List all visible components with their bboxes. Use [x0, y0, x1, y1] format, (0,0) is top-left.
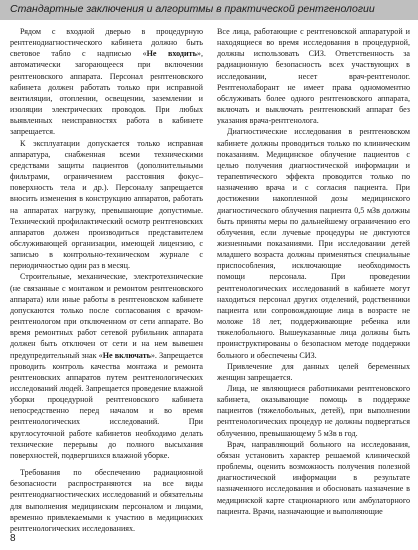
right-column	[217, 26, 410, 532]
paragraph: Диагностические исследования в рентгеновском кабинете должны проводиться только по клиническим показаниям. Медицинское облучение пациентов с целью получения диагностической информации и терапевтического эффекта проводится только по назначению врача и с согласия пациента. При достижении накопленной дозы медицинского диагностического облучения пациента 0,5 мЗв должны быть приняты меры по дальнейшему ограничению его облучения, если лучевые процедуры не диктуются жизненными показаниями. При исследовании детей младшего возраста должны применяться специальные приспособления, исключающие необходимость помощи персонала. При проведении рентгенологических исследований в кабинете могут находиться персонал других отделений, родственники пациента или сопровождающие лица в возрасте не моложе 18 лет, поддерживающие ребенка или тяжелобольного. Вышеуказанные лица должны быть проинструктированы о безопасном методе поддержки больного и обеспечены СИЗ.	[217, 127, 410, 360]
left-column	[10, 26, 203, 532]
paragraph: Строительные, механические, электротехнические (не связанные с монтажом и ремонтом рентгеновского аппарата) или иные работы в рентгеновском кабинете допускаются только после согласования с врачом-рентгенологом при отключенном от сети аппарате. Во время ремонтных работ сетевой рубильник аппарата должен быть отключен от сети и на нем вывешен предупредительный знак «Не включать». Запрещается проводить контроль качества монтажа и ремонта рентгеновских аппаратов путем рентгенологических исследований людей. Запрещается проведение влажной уборки процедурной рентгеновского кабинета непосредственно перед началом и во время рентгенологических исследований. При круглосуточной работе кабинетов необходимо делать технические перерывы до полного высыхания поверхностей, подвергшихся влажной уборке.	[10, 272, 203, 460]
paragraph: Лица, не являющиеся работниками рентгеновского кабинета, оказывающие помощь в поддержке пациентов (тяжелобольных, детей), при выполнении рентгенологических процедур не должны подвергаться облучению, превышающему 5 мЗв в год.	[217, 384, 410, 438]
paragraph: Врач, направляющий больного на исследования, обязан установить характер решаемой клинической проблемы, оценить возможность получения полезной диагностической информации в результате назначенного исследования и обосновать назначение в медицинской карте стационарного или амбулаторного пациента. Врачи, назначающие и выполняющие	[217, 439, 410, 516]
warning-sign-text: Не включать	[102, 350, 151, 360]
warning-sign-text: Не входить	[146, 49, 197, 59]
paragraph: Привлечение для данных целей беременных женщин запрещается.	[217, 361, 410, 382]
paragraph: К эксплуатации допускается только исправная аппаратура, снабженная всеми техническими средствами защиты пациентов (дополнительными фильтрами, ограничением расстояния фокус–поверхность тела и др.). Персоналу запрещается вносить изменения в конструкцию аппаратов, работать на аппаратах нагрузку, превышающие допустимые. Технический профилактический осмотр рентгеновских аппаратов должен производиться представителем обслуживающей организации, имеющей лицензию, с записью в контрольно-техническом журнале с периодичностью один раз в месяц.	[10, 138, 203, 271]
paragraph: Все лица, работающие с рентгеновской аппаратурой и находящиеся во время исследования в процедурной, должны использовать СИЗ. Ответственность за радиационную безопасность всех участвующих в исследовании, несет врач-рентгенолог. Рентгенолаборант не имеет права одномоментно обслуживать более одного рентгеновского аппарата, включать и выключать рентгеновский аппарат без указания врача-рентгенолога.	[217, 27, 410, 126]
paragraph: Рядом с входной дверью в процедурную рентгенодиагностического кабинета должно быть световое табло с надписью «Не входить», автоматически загорающееся при включении рентгеновского аппарата. Персонал рентгеновского кабинета должен работать только при исправной вентиляции, отоплении, освещении, заземлении и изоляции электрических проводов. При любых выявленных неисправностях работа в кабинете запрещается.	[10, 27, 203, 137]
running-header	[0, 0, 418, 20]
paragraph: Требования по обеспечению радиационной безопасности распространяются на все виды рентгенодиагностических исследований и обязательны для выполнения медицинским персоналом и лицами, временно привлекаемыми к участию в медицинских рентгенологических исследованиях.	[10, 468, 203, 533]
page-number: 8	[10, 533, 16, 544]
running-header-title: Стандартные заключения и алгоритмы в практической рентгенологии	[10, 3, 375, 15]
page-body	[10, 26, 410, 532]
